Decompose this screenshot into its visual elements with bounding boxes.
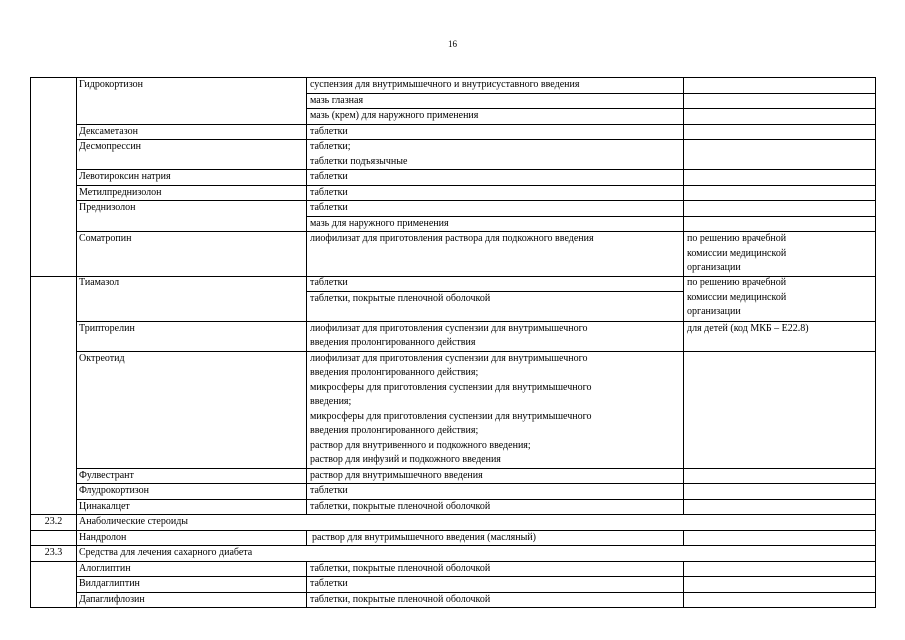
condition-cell (684, 592, 876, 608)
condition-cell: для детей (код МКБ – E22.8) (684, 321, 876, 351)
drug-name: Тиамазол (77, 276, 307, 321)
drug-form: таблетки, покрытые пленочной оболочкой (307, 291, 684, 321)
drug-form: таблетки (307, 185, 684, 201)
code-cell (31, 530, 77, 546)
section-code: 23.2 (31, 515, 77, 531)
table-row (31, 592, 876, 608)
condition-cell (684, 185, 876, 201)
table-row (31, 185, 876, 201)
condition-cell (684, 577, 876, 593)
form-line: микросферы для приготовления суспензии для внутримышечного (310, 410, 592, 422)
condition-line: по решению врачебной (687, 277, 787, 288)
page-number: 16 (448, 39, 457, 49)
drug-name: Десмопрессин (77, 140, 307, 170)
drug-table (30, 77, 876, 277)
drug-form (307, 321, 684, 351)
table-row (31, 124, 876, 140)
drug-name: Дексаметазон (77, 124, 307, 140)
section-code: 23.3 (31, 546, 77, 562)
form-line: введения; (310, 396, 352, 407)
drug-form (307, 140, 684, 170)
drug-name: Фулвестрант (77, 468, 307, 484)
drug-form: таблетки (307, 201, 684, 217)
condition-cell (684, 109, 876, 125)
form-line: введения пролонгированного действия; (310, 425, 479, 436)
drug-name: Левотироксин натрия (77, 170, 307, 186)
condition-line: комиссии медицинской (687, 291, 787, 303)
code-cell (31, 78, 77, 277)
drug-form: раствор для внутримышечного введения (масляный) (307, 530, 684, 546)
condition-cell (684, 561, 876, 577)
table-row (31, 561, 876, 577)
drug-form: таблетки, покрытые пленочной оболочкой (307, 592, 684, 608)
condition-cell (684, 468, 876, 484)
drug-form: таблетки (307, 170, 684, 186)
section-row (31, 546, 876, 562)
drug-form: таблетки (307, 484, 684, 500)
drug-name: Нандролон (77, 530, 307, 546)
drug-form: мазь для наружного применения (307, 216, 684, 232)
form-line: таблетки; (310, 141, 351, 152)
table-row (31, 484, 876, 500)
form-line: введения пролонгированного действия (310, 337, 476, 348)
drug-form: мазь глазная (307, 93, 684, 109)
drug-name: Трипторелин (77, 321, 307, 351)
drug-name: Метилпреднизолон (77, 185, 307, 201)
form-line: раствор для инфузий и подкожного введения (310, 454, 501, 465)
drug-form (307, 351, 684, 468)
condition-cell (684, 124, 876, 140)
table-row (31, 140, 876, 170)
drug-form: таблетки (307, 124, 684, 140)
condition-cell (684, 276, 876, 321)
form-line: лиофилизат для приготовления суспензии для внутримышечного (310, 322, 588, 334)
code-cell (31, 276, 77, 515)
condition-cell (684, 93, 876, 109)
condition-cell (684, 170, 876, 186)
condition-cell (684, 201, 876, 217)
condition-cell (684, 78, 876, 94)
drug-name: Октреотид (77, 351, 307, 468)
table-row (31, 577, 876, 593)
table-row (31, 276, 876, 291)
drug-name: Флудрокортизон (77, 484, 307, 500)
section-row (31, 515, 876, 531)
drug-table-continued (30, 276, 876, 608)
drug-form: таблетки, покрытые пленочной оболочкой (307, 499, 684, 515)
drug-form: раствор для внутримышечного введения (307, 468, 684, 484)
condition-cell (684, 140, 876, 170)
condition-cell (684, 232, 876, 277)
drug-form: таблетки, покрытые пленочной оболочкой (307, 561, 684, 577)
table-row (31, 321, 876, 351)
condition-line: организации (687, 306, 741, 317)
drug-name: Соматропин (77, 232, 307, 277)
condition-cell (684, 216, 876, 232)
drug-form: лиофилизат для приготовления раствора для подкожного введения (307, 232, 684, 277)
drug-name: Цинакалцет (77, 499, 307, 515)
condition-cell (684, 351, 876, 468)
condition-line: организации (687, 262, 741, 273)
section-title: Средства для лечения сахарного диабета (77, 546, 876, 562)
table-row (31, 351, 876, 468)
table-row (31, 499, 876, 515)
drug-form: таблетки (307, 577, 684, 593)
condition-cell (684, 499, 876, 515)
drug-form: мазь (крем) для наружного применения (307, 109, 684, 125)
table-row (31, 201, 876, 217)
drug-form: суспензия для внутримышечного и внутрисуставного введения (307, 78, 684, 94)
drug-form: таблетки (307, 276, 684, 291)
condition-line: комиссии медицинской (687, 247, 787, 259)
drug-name: Дапаглифлозин (77, 592, 307, 608)
form-line: микросферы для приготовления суспензии для внутримышечного (310, 381, 592, 393)
table-row (31, 78, 876, 94)
drug-name: Преднизолон (77, 201, 307, 232)
form-line: раствор для внутривенного и подкожного введения; (310, 439, 531, 451)
form-line: таблетки подъязычные (310, 155, 408, 167)
drug-name: Алоглиптин (77, 561, 307, 577)
table-row (31, 468, 876, 484)
condition-line: по решению врачебной (687, 233, 787, 244)
table-row (31, 232, 876, 277)
condition-cell (684, 530, 876, 546)
drug-name: Вилдаглиптин (77, 577, 307, 593)
condition-cell (684, 484, 876, 500)
form-line: лиофилизат для приготовления суспензии для внутримышечного (310, 352, 588, 364)
section-title: Анаболические стероиды (77, 515, 876, 531)
code-cell (31, 561, 77, 608)
form-line: введения пролонгированного действия; (310, 367, 479, 378)
table-row (31, 530, 876, 546)
table-row (31, 170, 876, 186)
drug-name: Гидрокортизон (77, 78, 307, 125)
